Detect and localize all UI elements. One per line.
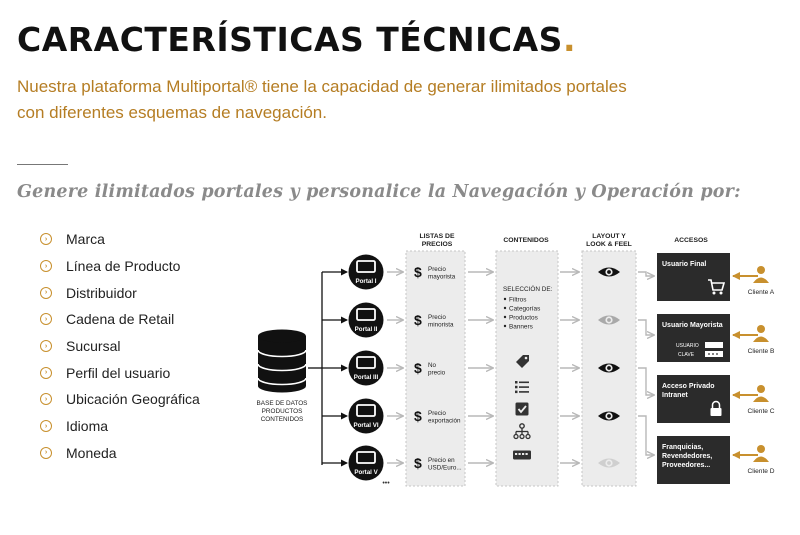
- subtitle-line-2: con diferentes esquemas de navegación.: [17, 103, 327, 122]
- dollar-icon: $: [414, 264, 422, 280]
- person-icon: [753, 325, 769, 342]
- checkbox-icon: [516, 403, 529, 416]
- header-contenidos: CONTENIDOS: [503, 237, 549, 244]
- contents-item: Categorías: [509, 305, 541, 313]
- client-label: Cliente C: [747, 408, 775, 415]
- client-d: [747, 445, 774, 475]
- contents-item: Filtros: [509, 296, 527, 304]
- database-icon: [258, 330, 306, 393]
- bullet-dot: [504, 325, 506, 327]
- dollar-icon: $: [414, 312, 422, 328]
- chevron-right-circle-icon: ›: [40, 367, 52, 379]
- username-field-label: USUARIO: [676, 343, 699, 349]
- portal-label: Portal II: [354, 326, 378, 333]
- access-label: Franquicias,: [662, 444, 704, 451]
- page-title-text: CARACTERÍSTICAS TÉCNICAS: [17, 20, 563, 59]
- keyboard-icon: [513, 451, 531, 460]
- portal-label: Portal VI: [353, 422, 379, 429]
- price-label-line2: minorista: [428, 321, 454, 329]
- list-item-label: Sucursal: [66, 338, 121, 355]
- client-a: [748, 266, 775, 296]
- client-label: Cliente D: [747, 468, 775, 475]
- access-box-franquicias: [657, 436, 730, 484]
- chevron-right-circle-icon: ›: [40, 340, 52, 352]
- person-icon: [753, 385, 769, 402]
- header-listas-line1: LISTAS DE: [419, 233, 455, 240]
- flow-arrow: [638, 272, 654, 276]
- portal-label: Portal I: [355, 278, 377, 285]
- price-label-line1: Precio: [428, 266, 446, 273]
- flow-arrow: [638, 320, 654, 335]
- database-label-line2: PRODUCTOS: [261, 408, 303, 415]
- portal-node: [349, 255, 384, 290]
- header-listas-line2: PRECIOS: [421, 241, 453, 248]
- list-item-label: Idioma: [66, 418, 109, 435]
- list-item-label: Cadena de Retail: [66, 311, 175, 328]
- price-label-line2: USD/Euro...: [428, 464, 462, 472]
- client-label: Cliente B: [747, 348, 775, 355]
- bullet-dot: [504, 316, 506, 318]
- database-label-line1: BASE DE DATOS: [256, 400, 308, 407]
- list-icon: [515, 381, 529, 393]
- tagline: Genere ilimitados portales y personalice la Navegación y Operación por:: [17, 182, 741, 202]
- contents-heading: SELECCIÓN DE:: [503, 286, 553, 293]
- bullet-dot: [504, 298, 506, 300]
- access-label: Acceso Privado: [662, 383, 715, 390]
- person-icon: [753, 266, 769, 283]
- password-field-label: CLAVE: [678, 352, 695, 358]
- dollar-icon: $: [414, 408, 422, 424]
- chevron-right-circle-icon: ›: [40, 287, 52, 299]
- database-label-line3: CONTENIDOS: [260, 416, 304, 423]
- portal-node: [349, 399, 384, 434]
- client-b: [748, 325, 775, 355]
- access-box-usuario-mayorista: [657, 314, 730, 362]
- price-label-line2: exportación: [428, 417, 461, 425]
- list-item-label: Distribuidor: [66, 284, 137, 301]
- chevron-right-circle-icon: ›: [40, 260, 52, 272]
- bullet-dot: [504, 307, 506, 309]
- chevron-right-circle-icon: ›: [40, 233, 52, 245]
- portal-node: [349, 303, 384, 338]
- list-item-label: Línea de Producto: [66, 258, 181, 275]
- access-label-line2: Intranet: [662, 392, 688, 399]
- portal-node: [349, 446, 384, 481]
- portals-group: [349, 255, 384, 481]
- price-label-line2: mayorista: [428, 273, 456, 281]
- portal-label: Portal V: [354, 469, 378, 476]
- flow-arrow: [638, 416, 654, 455]
- price-label-line2: precio: [428, 369, 446, 377]
- price-label-line1: Precio: [428, 410, 446, 417]
- chevron-right-circle-icon: ›: [40, 420, 52, 432]
- person-icon: [753, 445, 769, 462]
- access-box-usuario-final: [657, 253, 730, 301]
- price-label-line1: Precio en: [428, 457, 455, 464]
- header-layout-line1: LAYOUT Y: [592, 233, 626, 240]
- contents-item: Productos: [509, 314, 538, 322]
- client-c: [747, 385, 774, 415]
- list-item-label: Perfil del usuario: [66, 364, 171, 381]
- access-label-line2: Revendedores,: [662, 453, 713, 460]
- dollar-icon: $: [414, 455, 422, 471]
- branch-arrows: [322, 272, 347, 463]
- chevron-right-circle-icon: ›: [40, 393, 52, 405]
- dollar-icon: $: [414, 360, 422, 376]
- contents-item: Banners: [509, 323, 533, 331]
- more-portals-ellipsis: •••: [382, 480, 390, 487]
- header-accesos: ACCESOS: [674, 237, 708, 244]
- portal-node: [349, 351, 384, 386]
- chevron-right-circle-icon: ›: [40, 313, 52, 325]
- access-label: Usuario Mayorista: [662, 322, 723, 329]
- list-item-label: Marca: [66, 231, 105, 248]
- chevron-right-circle-icon: ›: [40, 447, 52, 459]
- header-layout-line2: LOOK & FEEL: [586, 241, 632, 248]
- access-box-acceso-privado: [657, 375, 730, 423]
- list-item-label: Moneda: [66, 444, 117, 461]
- subtitle-line-1: Nuestra plataforma Multiportal® tiene la capacidad de generar ilimitados portales: [17, 77, 627, 96]
- client-label: Cliente A: [747, 289, 775, 296]
- portal-label: Portal III: [353, 374, 379, 381]
- access-label: Usuario Final: [662, 261, 707, 268]
- list-item-label: Ubicación Geográfica: [66, 391, 200, 408]
- page-title-dot: .: [562, 20, 576, 59]
- access-label-line3: Proveedores...: [662, 462, 711, 469]
- price-label-line1: No: [428, 362, 437, 369]
- flow-arrow: [638, 368, 654, 395]
- price-label-line1: Precio: [428, 314, 446, 321]
